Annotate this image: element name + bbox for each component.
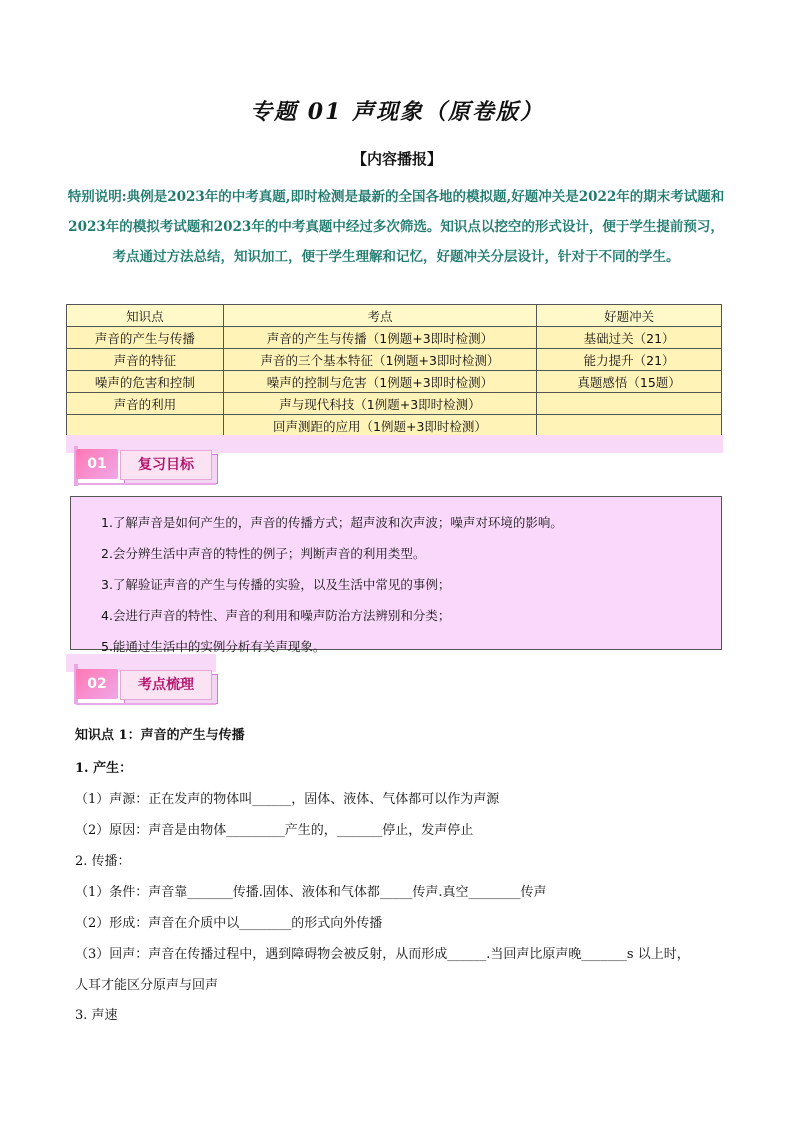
table-cell: 基础过关（21） [537, 327, 722, 349]
table-cell [537, 415, 722, 437]
table-cell: 噪声的危害和控制 [67, 371, 224, 393]
body-line: 2. 传播： [75, 854, 131, 869]
table-cell: 回声测距的应用（1例题+3即时检测） [223, 415, 536, 437]
table-cell: 真题感悟（15题） [537, 371, 722, 393]
table-row [67, 349, 722, 371]
section-number-badge: 01 [76, 449, 118, 479]
table-header: 好题冲关 [537, 305, 722, 327]
overview-table [66, 304, 722, 437]
table-cell: 声音的三个基本特征（1例题+3即时检测） [223, 349, 536, 371]
goal-item: 3.了解验证声音的产生与传播的实验，以及生活中常见的事例； [101, 577, 451, 592]
body-line: （1）条件：声音靠_______传播.固体、液体和气体都_____传声.真空________传声 [75, 885, 547, 900]
section-label: 复习目标 [120, 450, 212, 480]
body-line: （1）声源：正在发声的物体叫______，固体、液体、气体都可以作为声源 [75, 792, 500, 807]
content-heading: 【内容播报】 [351, 150, 442, 168]
table-cell [67, 415, 224, 437]
body-line: （3）回声：声音在传播过程中，遇到障碍物会被反射，从而形成______.当回声比原声晚_______s 以上时， [75, 947, 690, 962]
section-underline [76, 483, 216, 485]
table-cell: 声音的特征 [67, 349, 224, 371]
table-cell: 声与现代科技（1例题+3即时检测） [223, 393, 536, 415]
section-label: 考点梳理 [120, 670, 212, 700]
table-header: 知识点 [67, 305, 224, 327]
table-cell: 声音的产生与传播 [67, 327, 224, 349]
body-line: （2）原因：声音是由物体_________产生的，_______停止，发声停止 [75, 823, 474, 838]
table-cell: 声音的利用 [67, 393, 224, 415]
knowledge-point-heading: 知识点 1：声音的产生与传播 [75, 728, 245, 743]
goal-item: 5.能通过生活中的实例分析有关声现象。 [101, 639, 326, 654]
body-line: （2）形成：声音在介质中以________的形式向外传播 [75, 916, 383, 931]
table-header-row [67, 305, 722, 327]
table-cell: 噪声的控制与危害（1例题+3即时检测） [223, 371, 536, 393]
page-title: 专题 01 声现象（原卷版） [250, 99, 544, 125]
goal-item: 4.会进行声音的特性、声音的利用和噪声防治方法辨别和分类； [101, 608, 451, 623]
goal-item: 2.会分辨生活中声音的特性的例子；判断声音的利用类型。 [101, 546, 426, 561]
body-line: 3. 声速 [75, 1008, 118, 1023]
table-header: 考点 [223, 305, 536, 327]
review-goals-box [70, 496, 722, 654]
table-cell [537, 393, 722, 415]
goal-item: 1.了解声音是如何产生的，声音的传播方式；超声波和次声波；噪声对环境的影响。 [101, 515, 563, 530]
table-row [67, 393, 722, 415]
table-row [67, 327, 722, 349]
table-row [67, 415, 722, 437]
table-row [67, 371, 722, 393]
table-cell: 能力提升（21） [537, 349, 722, 371]
section-number-badge: 02 [76, 669, 118, 699]
special-note: 特别说明:典例是2023年的中考真题,即时检测是最新的全国各地的模拟题,好题冲关是2022年的期末考试题和2023年的模拟考试题和2023年的中考真题中经过多次筛选。知识点以挖空的形式设计，便于学生提前预习，考点通过方法总结，知识加工，便于学生理解和记忆，好题冲关分层设计，针对于不同的学生。 [67, 189, 725, 265]
table-cell: 声音的产生与传播（1例题+3即时检测） [223, 327, 536, 349]
body-line: 1. 产生： [75, 761, 133, 776]
body-line: 人耳才能区分原声与回声 [75, 978, 219, 993]
section-underline [76, 703, 216, 705]
